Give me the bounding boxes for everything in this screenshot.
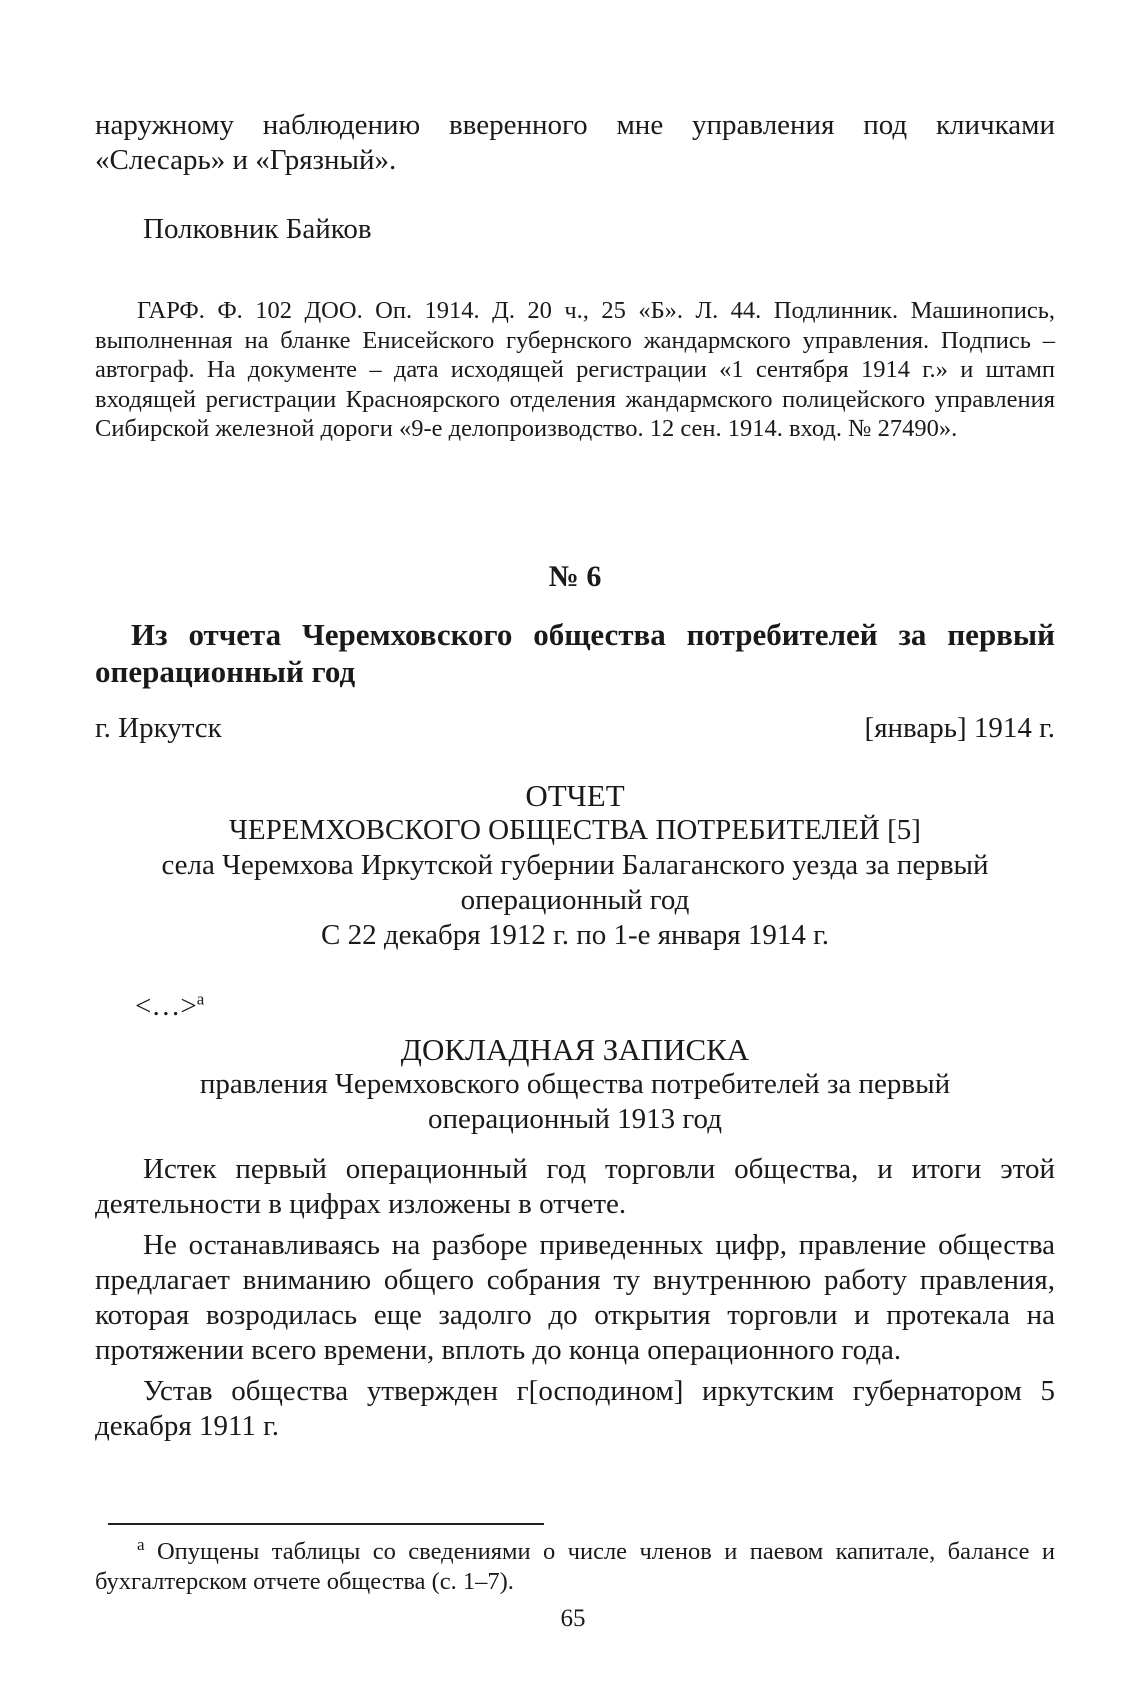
intro-section: [95, 108, 1055, 178]
memo-body: [95, 1152, 1055, 1444]
body-paragraph-2: Не останавливаясь на разборе приведенных цифр, правление общества предлагает вниманию общего собрания ту внутреннюю работу правления, которая возродилась еще задолго до открытия торговли и протекала на протяжении всего времени, вплоть до конца операционного года.: [95, 1229, 1055, 1366]
omission-mark: <…>$^а$: [135, 989, 205, 1022]
signature-block: [95, 212, 1055, 247]
document-number: № 6: [548, 560, 602, 593]
signature: Полковник Байков: [143, 213, 372, 245]
document-date: [январь] 1914 г.: [864, 712, 1055, 744]
memo-heading: ДОКЛАДНАЯ ЗАПИСКА: [400, 1032, 750, 1067]
footnote-text: Опущены таблицы со сведениями о числе членов и паевом капитале, балансе и бухгалтерском отчете общества (с. 1–7).: [95, 1538, 1056, 1595]
report-organization: ЧЕРЕМХОВСКОГО ОБЩЕСТВА ПОТРЕБИТЕЛЕЙ [5]: [229, 814, 921, 846]
footnote: [95, 1534, 1056, 1597]
body-paragraph-1: Истек первый операционный год торговли общества, и итоги этой деятельности в цифрах изложены в отчете.: [95, 1153, 1055, 1220]
footnote-divider: [108, 1523, 544, 1525]
report-period: С 22 декабря 1912 г. по 1-е января 1914 г.: [320, 919, 829, 951]
page-number: 65: [560, 1605, 586, 1632]
body-paragraph-3: Устав общества утвержден г[осподином] иркутским губернатором 5 декабря 1911 г.: [95, 1375, 1055, 1442]
footnote-reference: а: [196, 989, 205, 1009]
document-title: Из отчета Черемховского общества потребителей за первый операционный год: [95, 617, 1055, 689]
memo-header: [95, 1032, 1055, 1137]
footnote-block: [95, 1534, 1056, 1597]
report-subtitle: села Черемхова Иркутской губернии Балаганского уезда за первый операционный год: [161, 849, 989, 916]
memo-subtitle: правления Черемховского общества потребителей за первый операционный 1913 год: [199, 1068, 951, 1135]
archive-source-block: [95, 296, 1055, 444]
continuation-paragraph: наружному наблюдению вверенного мне управления под кличками «Слесарь» и «Грязный».: [95, 109, 1055, 176]
report-header: [95, 778, 1055, 953]
document-number-block: [95, 560, 1055, 594]
place-date-line: [95, 712, 1055, 745]
document-title-block: [95, 616, 1055, 690]
omission-block: [95, 990, 1055, 1023]
footnote-marker: а: [137, 1534, 145, 1554]
report-heading: ОТЧЕТ: [525, 778, 625, 813]
archive-source-note: ГАРФ. Ф. 102 ДОО. Оп. 1914. Д. 20 ч., 25 «Б». Л. 44. Подлинник. Машинопись, выполненная на бланке Енисейского губернского жандармского управления. Подпись – автограф. На документе – дата исходящей регистрации «1 сентября 1914 г.» и штамп входящей регистрации Красноярского отделения жандармского полицейского управления Сибирской железной дороги «9-е делопроизводство. 12 сен. 1914. вход. № 27490».: [95, 297, 1055, 442]
document-place: г. Иркутск: [95, 712, 222, 744]
